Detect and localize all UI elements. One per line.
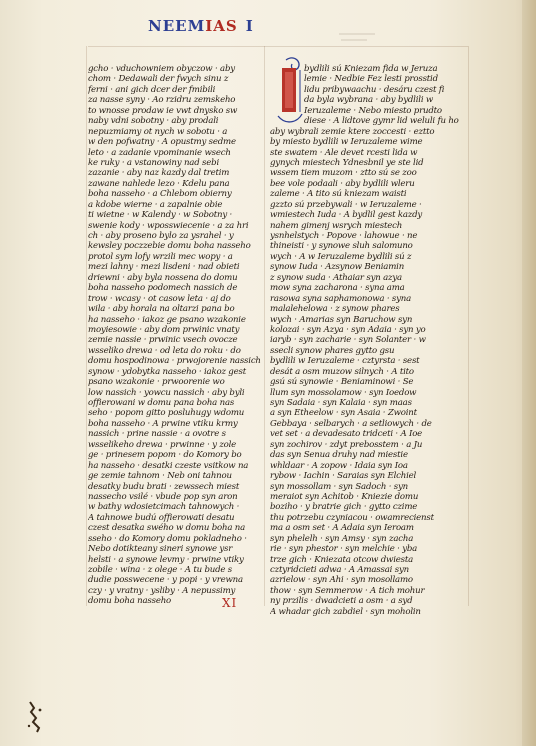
text-line: zazanie · aby naz kazdy dal tretim: [88, 168, 230, 179]
text-line: ge zemie tahnom · Neb oni tahnou: [88, 471, 232, 482]
text-line: trze gich · Kniezata otcow dwiesta: [270, 554, 414, 565]
text-line: zobile · wina · z olege · A tu bude s: [88, 565, 233, 575]
text-line: dudie posswecene · y popi · y vrewna: [88, 575, 243, 586]
header-title: NEEMIAS: [148, 17, 238, 35]
text-line: meraiot syn Achitob · Kniezie domu: [270, 491, 419, 502]
ruling-line-top: [88, 46, 468, 47]
text-line: nahem gimenj wsrych miestech: [270, 220, 403, 231]
text-line: wych · Amarias syn Baruchow syn: [270, 314, 413, 325]
text-line: boziho · y bratrie gich · gytto czime: [270, 502, 418, 513]
text-line: cztyridcieti adwa · A Amassai syn: [270, 565, 409, 575]
page-edge: [522, 0, 536, 746]
text-line: low nassich · yowcu nassich · aby byli: [88, 387, 245, 398]
text-line: kolozai · syn Azya · syn Adaia · syn yo: [270, 324, 426, 335]
text-line: Gebbaya · selbarych · a setliowych · de: [270, 418, 432, 429]
text-line: ma a osm set · A Adaia syn Ieroam: [270, 523, 414, 534]
text-line: thu potrzebu czyniacou · owamrecienst: [270, 512, 434, 523]
text-line: domu hospodinowa · prwojorenie nassich: [88, 356, 261, 367]
text-line: w den pofwatny · A opustmy sedme: [88, 137, 236, 148]
text-line: Ieruzaleme · Nebo miesto prudto: [304, 105, 442, 116]
text-line: synow Iuda · Azsynow Beniamin: [270, 262, 405, 273]
text-line: boha nasseho podomech nassich de: [88, 283, 238, 294]
text-line: ferni · ani gich dcer der fmibili: [88, 84, 216, 95]
text-line: ssecli synow phares gytto gsu: [270, 345, 395, 356]
text-line: a kdobe wierne · a zapalnie obie: [88, 199, 223, 210]
text-line: bee vole podaali · aby bydlili wleru: [270, 178, 415, 189]
text-line: czy · y vratny · ysliby · A nepussimy: [88, 585, 236, 596]
text-line: ge · prinesem popom · do Komory bo: [88, 450, 242, 461]
text-line: ch · aby proseno bylo za ysrahel · y: [88, 231, 234, 241]
text-line: whldaar · A zopow · Idaia syn Ioa: [270, 460, 408, 471]
text-line: offierowani w domu pana boha nas: [88, 398, 235, 408]
text-column-right: [270, 64, 466, 617]
text-line: protol sym lofy wrzili mec wopy · a: [88, 251, 233, 262]
text-line: synow · ydobytka nasseho · iakoz gest: [88, 366, 246, 377]
text-line: A tahnowe budú offierowati desatu: [88, 512, 235, 523]
text-line: kewsley poczzebie domu boha nasseho: [88, 241, 251, 252]
text-line: sseho · do Komory domu pokladneho ·: [88, 533, 247, 544]
text-line: swenie kody · wposswiecenie · a za hri: [88, 220, 249, 231]
text-line: thow · syn Semmerow · A tich mohur: [270, 585, 425, 596]
text-line: gcho · vduchowniem obyczow · aby: [88, 64, 235, 74]
text-line: rie · syn phestor · syn melchie · yba: [270, 544, 418, 555]
text-line: wych · A w Ieruzaleme bydlili sú z: [270, 251, 412, 262]
text-line: zawane nahlede lezo · Kdelu pana: [88, 178, 230, 189]
text-line: syn mossollam · syn Sadoch · syn: [270, 481, 408, 492]
text-line: malalehelowa · z synow phares: [270, 304, 400, 315]
text-line: wmiestech Iuda · A bydlil gest kazdy: [270, 210, 423, 221]
text-line: bydlili sú Kniezam fida w Jeruza: [304, 64, 438, 74]
text-line: ha nasseho · iakoz ge psano wzakonie: [88, 314, 246, 325]
text-line: desát a osm muzow silnych · A tito: [270, 366, 414, 377]
text-line: boha nasseho · a Chlebom obierny: [88, 189, 232, 200]
text-line: rasowa syna saphamonowa · syna: [270, 293, 412, 304]
text-line: llum syn mossolamow · syn Ioedow: [270, 387, 417, 398]
text-line: syn phelelh · syn Amsy · syn zacha: [270, 533, 414, 544]
text-line: naby vdni sobotny · aby prodali: [88, 116, 219, 127]
text-line: diese · A lidtove gymr lid weluli fu ho: [304, 116, 459, 127]
text-line: nassich · prine nassie · a ovotre s: [88, 429, 226, 440]
folio-number: XI: [222, 596, 238, 610]
header-title-suffix: I: [245, 17, 254, 35]
text-line: zemie nassie · prwinic vsech ovocze: [88, 335, 238, 346]
text-line: z synow suda · Athaiar syn azya: [270, 272, 402, 283]
text-line: seho · popom gitto posluhugy wdomu: [88, 408, 245, 419]
text-line: ha nasseho · desatki czeste vsitkow na: [88, 460, 249, 471]
ruling-line-right: [468, 46, 469, 606]
text-line: rybow · Iachin · Saraias syn Elchiel: [270, 471, 417, 482]
text-line: mow syna zacharona · syna ama: [270, 283, 405, 294]
text-line: A whadar gich zabdiel · syn moholin: [270, 606, 421, 617]
text-line: chom · Dedawali der fwych sinu z: [88, 74, 229, 85]
text-line: syn zochirov · zdyt prebosstem · a Ju: [270, 439, 423, 450]
text-line: czest desatka swého w domu boha na: [88, 523, 246, 534]
text-line: trow · wcasy · ot casow leta · aj do: [88, 293, 231, 304]
text-line: ti wietne · w Kalendy · w Sobotny ·: [88, 210, 233, 221]
text-line: bydlili w Ieruzaleme · cztyrsta · sest: [270, 356, 420, 367]
text-line: wssem tiem muzom · ztto sú se zoo: [270, 168, 417, 179]
text-line: das syn Senua druhy nad miestie: [270, 450, 408, 461]
text-line: boha nasseho · A prwine vtiku krmy: [88, 418, 238, 429]
text-line: to wnosse prodaw ie vwt dnysko sw: [88, 105, 238, 116]
text-line: da byla wybrana · aby bydlili w: [304, 95, 434, 106]
faint-bleedthrough-text: [337, 24, 377, 46]
text-line: mezi lahny · mezi lisdeni · nad obieti: [88, 262, 240, 273]
text-line: thineisti · y synowe sluh salomuno: [270, 241, 413, 252]
text-line: psano wzakonie · prwoorenie wo: [88, 377, 225, 388]
text-line: wsselikeho drewa · prwinne · y zole: [88, 439, 237, 450]
text-line: syn Sadaia · syn Kalaia · syn maas: [270, 398, 412, 408]
text-line: domu boha nasseho: [88, 596, 172, 607]
text-line: wila · aby horala na oltarzi pana bo: [88, 304, 235, 315]
ruling-line-left: [86, 46, 87, 606]
running-header: [148, 16, 268, 40]
text-line: Nebo dotikteany sineri synowe ysr: [88, 544, 233, 555]
text-line: moyiesowie · aby dom prwinic vnaty: [88, 324, 240, 335]
text-line: aby wybrali zemie ktere zoccesti · eztto: [270, 126, 435, 137]
text-line: desatky budu brati · zewssech miest: [88, 481, 240, 492]
text-line: helsti · a synowe levmy · prwine vtiky: [88, 554, 244, 565]
text-line: wsseliko drewa · od leta do roku · do: [88, 345, 241, 356]
text-line: ny przilis · dwadcieti a osm · a syd: [270, 596, 413, 607]
text-line: w bathy wdosietcimach tahnowych ·: [88, 502, 240, 513]
text-line: lemie · Nedbie Fez lesti prosstid: [304, 74, 438, 85]
text-line: lidu pribywaachu · desáru czest fi: [304, 84, 445, 95]
text-line: gzzto sú przebywali · w Ieruzaleme ·: [270, 199, 422, 210]
text-line: gynych miestech Ydnesbnil ye ste lid: [270, 157, 424, 168]
text-line: zaleme · A tito sú kniezam waisti: [270, 189, 407, 200]
text-line: driewni · aby byla nossena do domu: [88, 272, 238, 283]
ink-stain-icon: [26, 700, 46, 734]
text-line: gsú sú synowie · Beniaminowi · Se: [270, 377, 414, 388]
text-line: leto · a zadanie vpominanie wsech: [88, 147, 231, 158]
text-line: nassecho vsilé · vbude pop syn aron: [88, 491, 238, 502]
text-line: nepuzmiamy ot nych w sobotu · a: [88, 126, 228, 137]
text-line: ke ruky · a vstanowiny nad sebi: [88, 157, 219, 168]
text-line: by miesto bydlili w Ieruzaleme wime: [270, 137, 423, 148]
text-line: ste swatem · Ale devet rcesti lida w: [270, 147, 418, 158]
ruling-line-gutter: [264, 46, 265, 606]
text-line: iaryb · syn zacharie · syn Solanter · w: [270, 335, 426, 346]
text-line: a syn Etheelow · syn Asaia · Zwoint: [270, 408, 417, 419]
text-line: za nasse syny · Ao rzidru zemskeho: [88, 95, 236, 106]
text-line: azrielow · syn Ahi · syn mosollamo: [270, 575, 413, 586]
text-line: ysnhelstych · Popove · lahowue · ne: [270, 231, 418, 241]
text-column-left: [88, 64, 264, 607]
text-line: vet set · a devadesato tridceti · A Ioe: [270, 429, 423, 440]
